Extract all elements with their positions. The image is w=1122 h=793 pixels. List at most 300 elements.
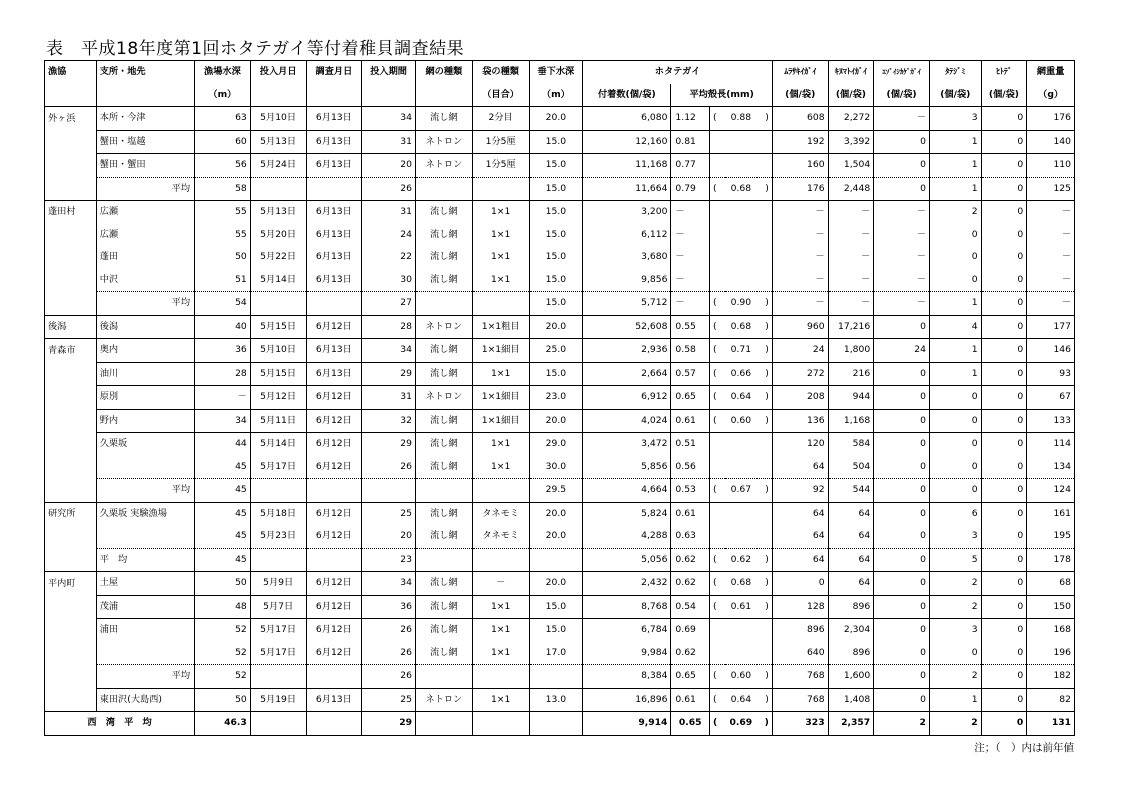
table-row xyxy=(45,246,1075,269)
hitode-cell: 0 xyxy=(981,479,1027,503)
empty-cell xyxy=(415,712,472,736)
header-cell: (個/袋) xyxy=(929,84,981,107)
murasaki-cell: 64 xyxy=(772,525,828,548)
bag-type-cell: 1×1 xyxy=(472,688,529,712)
kinumato-cell: － xyxy=(828,224,874,247)
location-cell xyxy=(96,456,194,479)
hanging-depth-cell: 30.0 xyxy=(529,456,583,479)
tateshijimi-cell: 1 xyxy=(929,292,981,316)
bag-type-cell: 1×1粗目 xyxy=(472,315,529,339)
coop-cell xyxy=(45,688,97,712)
table-row xyxy=(45,548,1075,572)
bag-type-cell: 1分5厘 xyxy=(472,130,529,154)
tateshijimi-cell: 0 xyxy=(929,269,981,292)
weight-cell: 67 xyxy=(1027,386,1075,410)
weight-cell: 176 xyxy=(1027,107,1075,131)
bag-type-cell xyxy=(472,665,529,689)
empty-cell xyxy=(472,712,529,736)
input-date-cell: 5月17日 xyxy=(250,619,306,642)
final-length: 0.65 xyxy=(671,712,710,736)
input-date-cell: 5月12日 xyxy=(250,386,306,410)
tateshijimi-cell: 1 xyxy=(929,688,981,712)
header-cell: （目合） xyxy=(472,84,529,107)
scallop-count-cell: 5,856 xyxy=(583,456,671,479)
net-type-cell: ネトロン xyxy=(415,688,472,712)
net-type-cell: 流し網 xyxy=(415,269,472,292)
depth-cell: 50 xyxy=(195,688,251,712)
depth-cell: 45 xyxy=(195,456,251,479)
kinumato-cell: 944 xyxy=(828,386,874,410)
scallop-length-cell: 0.81 xyxy=(671,130,710,154)
input-date-cell: 5月14日 xyxy=(250,433,306,456)
prev-open-cell: ( xyxy=(709,177,724,201)
kinumato-cell: 2,448 xyxy=(828,177,874,201)
header-cell: (個/袋) xyxy=(772,84,828,107)
survey-date-cell: 6月13日 xyxy=(306,130,362,154)
bag-type-cell: － xyxy=(472,572,529,596)
final-weight: 131 xyxy=(1027,712,1075,736)
table-row xyxy=(45,386,1075,410)
hitode-cell: 0 xyxy=(981,246,1027,269)
period-cell: 34 xyxy=(362,572,416,596)
scallop-count-cell: 3,472 xyxy=(583,433,671,456)
scallop-length-cell: 0.54 xyxy=(671,595,710,619)
bag-type-cell: 2分目 xyxy=(472,107,529,131)
scallop-length-cell: － xyxy=(671,269,710,292)
prev-close-cell xyxy=(757,456,772,479)
location-cell: 原別 xyxy=(96,386,194,410)
tateshijimi-cell: 1 xyxy=(929,130,981,154)
bag-type-cell: 1×1 xyxy=(472,246,529,269)
depth-cell: 52 xyxy=(195,665,251,689)
hitode-cell: 0 xyxy=(981,456,1027,479)
header-cell: （g） xyxy=(1027,84,1075,107)
table-row xyxy=(45,595,1075,619)
scallop-length-cell: 0.57 xyxy=(671,362,710,386)
final-kinumato: 2,357 xyxy=(828,712,874,736)
depth-cell: 51 xyxy=(195,269,251,292)
depth-cell: 56 xyxy=(195,154,251,178)
period-cell: 26 xyxy=(362,177,416,201)
kinumato-cell: 896 xyxy=(828,642,874,665)
header-cell xyxy=(306,84,362,107)
input-date-cell: 5月11日 xyxy=(250,409,306,433)
kinumato-cell: 1,168 xyxy=(828,409,874,433)
murasaki-cell: 24 xyxy=(772,339,828,363)
depth-cell: 52 xyxy=(195,619,251,642)
net-type-cell: ネトロン xyxy=(415,386,472,410)
weight-cell: 196 xyxy=(1027,642,1075,665)
ezoishi-cell: 0 xyxy=(874,688,930,712)
hanging-depth-cell xyxy=(529,548,583,572)
overall-average-row xyxy=(45,712,1075,736)
ezoishi-cell: 0 xyxy=(874,595,930,619)
header-cell: (個/袋) xyxy=(981,84,1027,107)
input-date-cell: 5月9日 xyxy=(250,572,306,596)
murasaki-cell: － xyxy=(772,201,828,224)
kinumato-cell: 1,800 xyxy=(828,339,874,363)
coop-cell xyxy=(45,130,97,154)
tateshijimi-cell: 1 xyxy=(929,154,981,178)
survey-date-cell: 6月12日 xyxy=(306,502,362,525)
location-cell: 蓬田 xyxy=(96,246,194,269)
net-type-cell: 流し網 xyxy=(415,642,472,665)
prev-close-cell xyxy=(757,154,772,178)
hitode-cell: 0 xyxy=(981,315,1027,339)
net-type-cell: 流し網 xyxy=(415,362,472,386)
prev-close-cell: ) xyxy=(757,479,772,503)
table-row xyxy=(45,224,1075,247)
net-type-cell: 流し網 xyxy=(415,572,472,596)
input-date-cell xyxy=(250,177,306,201)
prev-value-cell: 0.64 xyxy=(725,386,757,410)
scallop-count-cell: 6,080 xyxy=(583,107,671,131)
ezoishi-cell: 0 xyxy=(874,502,930,525)
net-type-cell: 流し網 xyxy=(415,525,472,548)
kinumato-cell: 504 xyxy=(828,456,874,479)
period-cell: 29 xyxy=(362,362,416,386)
scallop-length-cell: 0.79 xyxy=(671,177,710,201)
bag-type-cell: 1×1 xyxy=(472,362,529,386)
net-type-cell: 流し網 xyxy=(415,433,472,456)
input-date-cell: 5月24日 xyxy=(250,154,306,178)
kinumato-cell: － xyxy=(828,269,874,292)
prev-open-cell xyxy=(709,642,724,665)
depth-cell: 50 xyxy=(195,572,251,596)
bag-type-cell: タネモミ xyxy=(472,525,529,548)
scallop-count-cell: 2,664 xyxy=(583,362,671,386)
murasaki-cell: － xyxy=(772,292,828,316)
prev-close-cell: ) xyxy=(757,315,772,339)
bag-type-cell: タネモミ xyxy=(472,502,529,525)
survey-date-cell: 6月13日 xyxy=(306,201,362,224)
prev-open-cell: ( xyxy=(709,339,724,363)
net-type-cell: 流し網 xyxy=(415,409,472,433)
header-cell: ﾀﾃｼﾞﾐ xyxy=(929,61,981,84)
header-cell: (個/袋) xyxy=(874,84,930,107)
kinumato-cell: － xyxy=(828,246,874,269)
coop-cell xyxy=(45,177,97,201)
bag-type-cell: 1×1 xyxy=(472,433,529,456)
prev-open-cell: ( xyxy=(709,386,724,410)
input-date-cell: 5月10日 xyxy=(250,107,306,131)
depth-cell: 45 xyxy=(195,525,251,548)
hitode-cell: 0 xyxy=(981,154,1027,178)
table-row xyxy=(45,201,1075,224)
hanging-depth-cell: 20.0 xyxy=(529,502,583,525)
survey-date-cell xyxy=(306,479,362,503)
kinumato-cell: 584 xyxy=(828,433,874,456)
depth-cell: － xyxy=(195,386,251,410)
scallop-length-cell: 1.12 xyxy=(671,107,710,131)
hanging-depth-cell: 15.0 xyxy=(529,224,583,247)
kinumato-cell: 3,392 xyxy=(828,130,874,154)
ezoishi-cell: 0 xyxy=(874,362,930,386)
kinumato-cell: 17,216 xyxy=(828,315,874,339)
table-row xyxy=(45,339,1075,363)
ezoishi-cell: 0 xyxy=(874,130,930,154)
tateshijimi-cell: 0 xyxy=(929,409,981,433)
ezoishi-cell: 0 xyxy=(874,433,930,456)
survey-date-cell: 6月12日 xyxy=(306,433,362,456)
hanging-depth-cell: 20.0 xyxy=(529,572,583,596)
tateshijimi-cell: 3 xyxy=(929,619,981,642)
prev-close-cell: ) xyxy=(757,107,772,131)
period-cell: 25 xyxy=(362,502,416,525)
table-row xyxy=(45,688,1075,712)
scallop-length-cell: 0.56 xyxy=(671,456,710,479)
prev-value-cell xyxy=(725,525,757,548)
murasaki-cell: － xyxy=(772,246,828,269)
location-cell: 浦田 xyxy=(96,619,194,642)
hitode-cell: 0 xyxy=(981,548,1027,572)
final-tateshijimi: 2 xyxy=(929,712,981,736)
net-type-cell: 流し網 xyxy=(415,502,472,525)
input-date-cell xyxy=(250,548,306,572)
murasaki-cell: 640 xyxy=(772,642,828,665)
prev-close-cell xyxy=(757,525,772,548)
prev-open-cell: ( xyxy=(709,595,724,619)
hanging-depth-cell: 15.0 xyxy=(529,269,583,292)
scallop-count-cell: 6,912 xyxy=(583,386,671,410)
prev-value-cell: 0.64 xyxy=(725,688,757,712)
hanging-depth-cell: 20.0 xyxy=(529,409,583,433)
location-cell: 平均 xyxy=(96,292,194,316)
bag-type-cell: 1×1 xyxy=(472,456,529,479)
location-cell: 後潟 xyxy=(96,315,194,339)
header-cell: （m） xyxy=(529,84,583,107)
survey-date-cell: 6月13日 xyxy=(306,154,362,178)
prev-close-cell: ) xyxy=(757,292,772,316)
coop-cell: 蓬田村 xyxy=(45,201,97,224)
kinumato-cell: 64 xyxy=(828,525,874,548)
header-cell xyxy=(362,84,416,107)
kinumato-cell: 2,304 xyxy=(828,619,874,642)
prev-close-cell xyxy=(757,224,772,247)
murasaki-cell: 92 xyxy=(772,479,828,503)
weight-cell: － xyxy=(1027,292,1075,316)
prev-close-cell: ) xyxy=(757,386,772,410)
prev-open-cell xyxy=(709,154,724,178)
scallop-length-cell: 0.77 xyxy=(671,154,710,178)
weight-cell: － xyxy=(1027,269,1075,292)
ezoishi-cell: － xyxy=(874,201,930,224)
period-cell: 34 xyxy=(362,107,416,131)
scallop-length-cell: 0.62 xyxy=(671,572,710,596)
prev-open-cell: ( xyxy=(709,409,724,433)
prev-open-cell xyxy=(709,433,724,456)
survey-date-cell: 6月13日 xyxy=(306,107,362,131)
scallop-length-cell: 0.65 xyxy=(671,386,710,410)
scallop-length-cell: 0.69 xyxy=(671,619,710,642)
prev-value-cell xyxy=(725,201,757,224)
net-type-cell: 流し網 xyxy=(415,107,472,131)
murasaki-cell: 768 xyxy=(772,688,828,712)
depth-cell: 48 xyxy=(195,595,251,619)
scallop-length-cell: 0.65 xyxy=(671,665,710,689)
hitode-cell: 0 xyxy=(981,386,1027,410)
coop-cell xyxy=(45,292,97,316)
prev-close-cell: ) xyxy=(757,177,772,201)
header-cell: 調査月日 xyxy=(306,61,362,84)
net-type-cell: 流し網 xyxy=(415,456,472,479)
weight-cell: 93 xyxy=(1027,362,1075,386)
prev-close-cell: ) xyxy=(757,409,772,433)
prev-value-cell: 0.88 xyxy=(725,107,757,131)
scallop-count-cell: 6,784 xyxy=(583,619,671,642)
coop-cell xyxy=(45,269,97,292)
bag-type-cell xyxy=(472,177,529,201)
period-cell: 26 xyxy=(362,642,416,665)
ezoishi-cell: 0 xyxy=(874,315,930,339)
survey-date-cell: 6月13日 xyxy=(306,339,362,363)
table-row xyxy=(45,154,1075,178)
location-cell: 茂浦 xyxy=(96,595,194,619)
survey-date-cell: 6月12日 xyxy=(306,456,362,479)
location-cell: 久栗坂 xyxy=(96,433,194,456)
weight-cell: 134 xyxy=(1027,456,1075,479)
hanging-depth-cell: 15.0 xyxy=(529,154,583,178)
prev-close-cell xyxy=(757,619,772,642)
survey-date-cell: 6月12日 xyxy=(306,409,362,433)
depth-cell: 52 xyxy=(195,642,251,665)
survey-date-cell: 6月12日 xyxy=(306,619,362,642)
weight-cell: 150 xyxy=(1027,595,1075,619)
table-row xyxy=(45,107,1075,131)
period-cell: 24 xyxy=(362,224,416,247)
hanging-depth-cell: 23.0 xyxy=(529,386,583,410)
survey-date-cell: 6月12日 xyxy=(306,315,362,339)
murasaki-cell: － xyxy=(772,224,828,247)
murasaki-cell: 136 xyxy=(772,409,828,433)
murasaki-cell: 960 xyxy=(772,315,828,339)
survey-date-cell xyxy=(306,548,362,572)
weight-cell: 133 xyxy=(1027,409,1075,433)
prev-open-cell: ( xyxy=(709,315,724,339)
coop-cell xyxy=(45,525,97,548)
prev-open-cell: ( xyxy=(709,665,724,689)
coop-cell xyxy=(45,433,97,456)
footnote: 注；（ ）内は前年値 xyxy=(974,742,1074,754)
input-date-cell: 5月23日 xyxy=(250,525,306,548)
scallop-count-cell: 16,896 xyxy=(583,688,671,712)
prev-value-cell: 0.61 xyxy=(725,595,757,619)
scallop-length-cell: － xyxy=(671,292,710,316)
murasaki-cell: 208 xyxy=(772,386,828,410)
period-cell: 22 xyxy=(362,246,416,269)
table-row xyxy=(45,572,1075,596)
weight-cell: 68 xyxy=(1027,572,1075,596)
kinumato-cell: － xyxy=(828,201,874,224)
prev-open-cell xyxy=(709,269,724,292)
ezoishi-cell: － xyxy=(874,224,930,247)
hitode-cell: 0 xyxy=(981,688,1027,712)
hanging-depth-cell: 25.0 xyxy=(529,339,583,363)
ezoishi-cell: 0 xyxy=(874,177,930,201)
tateshijimi-cell: 2 xyxy=(929,572,981,596)
net-type-cell: 流し網 xyxy=(415,201,472,224)
final-depth: 46.3 xyxy=(195,712,251,736)
hitode-cell: 0 xyxy=(981,642,1027,665)
prev-close-cell xyxy=(757,130,772,154)
hitode-cell: 0 xyxy=(981,177,1027,201)
weight-cell: 195 xyxy=(1027,525,1075,548)
scallop-length-cell: 0.55 xyxy=(671,315,710,339)
table-row xyxy=(45,362,1075,386)
scallop-count-cell: 6,112 xyxy=(583,224,671,247)
tateshijimi-cell: 1 xyxy=(929,339,981,363)
tateshijimi-cell: 2 xyxy=(929,201,981,224)
survey-date-cell xyxy=(306,292,362,316)
coop-cell: 平内町 xyxy=(45,572,97,596)
prev-value-cell xyxy=(725,456,757,479)
survey-date-cell: 6月13日 xyxy=(306,688,362,712)
prev-close-cell: ) xyxy=(757,572,772,596)
header-cell: 漁場水深 xyxy=(195,61,251,84)
murasaki-cell: 64 xyxy=(772,456,828,479)
murasaki-cell: － xyxy=(772,269,828,292)
empty-cell xyxy=(250,712,306,736)
scallop-count-cell: 4,288 xyxy=(583,525,671,548)
hanging-depth-cell: 29.5 xyxy=(529,479,583,503)
prev-open-cell xyxy=(709,502,724,525)
weight-cell: 114 xyxy=(1027,433,1075,456)
results-table-container xyxy=(44,60,1075,736)
scallop-count-cell: 3,200 xyxy=(583,201,671,224)
location-cell: 蟹田・蟹田 xyxy=(96,154,194,178)
tateshijimi-cell: 0 xyxy=(929,224,981,247)
tateshijimi-cell: 3 xyxy=(929,107,981,131)
murasaki-cell: 768 xyxy=(772,665,828,689)
prev-close-cell xyxy=(757,433,772,456)
header-cell: 平均殻長(mm) xyxy=(671,84,772,107)
hitode-cell: 0 xyxy=(981,130,1027,154)
tateshijimi-cell: 6 xyxy=(929,502,981,525)
survey-date-cell: 6月12日 xyxy=(306,525,362,548)
kinumato-cell: 1,504 xyxy=(828,154,874,178)
hitode-cell: 0 xyxy=(981,292,1027,316)
net-type-cell xyxy=(415,292,472,316)
table-row xyxy=(45,456,1075,479)
hanging-depth-cell: 13.0 xyxy=(529,688,583,712)
final-prev-open: ( xyxy=(709,712,724,736)
scallop-count-cell: 8,768 xyxy=(583,595,671,619)
period-cell: 27 xyxy=(362,292,416,316)
ezoishi-cell: － xyxy=(874,292,930,316)
weight-cell: 146 xyxy=(1027,339,1075,363)
hitode-cell: 0 xyxy=(981,595,1027,619)
scallop-count-cell: 4,024 xyxy=(583,409,671,433)
input-date-cell: 5月17日 xyxy=(250,642,306,665)
hanging-depth-cell: 15.0 xyxy=(529,619,583,642)
final-prev-value: 0.69 xyxy=(725,712,757,736)
depth-cell: 55 xyxy=(195,201,251,224)
location-cell: 広瀬 xyxy=(96,224,194,247)
ezoishi-cell: 0 xyxy=(874,525,930,548)
hanging-depth-cell: 15.0 xyxy=(529,362,583,386)
scallop-count-cell: 5,824 xyxy=(583,502,671,525)
survey-date-cell: 6月13日 xyxy=(306,224,362,247)
period-cell: 36 xyxy=(362,595,416,619)
input-date-cell: 5月15日 xyxy=(250,315,306,339)
table-row xyxy=(45,409,1075,433)
depth-cell: 44 xyxy=(195,433,251,456)
net-type-cell: ネトロン xyxy=(415,130,472,154)
ezoishi-cell: 0 xyxy=(874,665,930,689)
prev-value-cell xyxy=(725,130,757,154)
prev-close-cell xyxy=(757,642,772,665)
weight-cell: 178 xyxy=(1027,548,1075,572)
